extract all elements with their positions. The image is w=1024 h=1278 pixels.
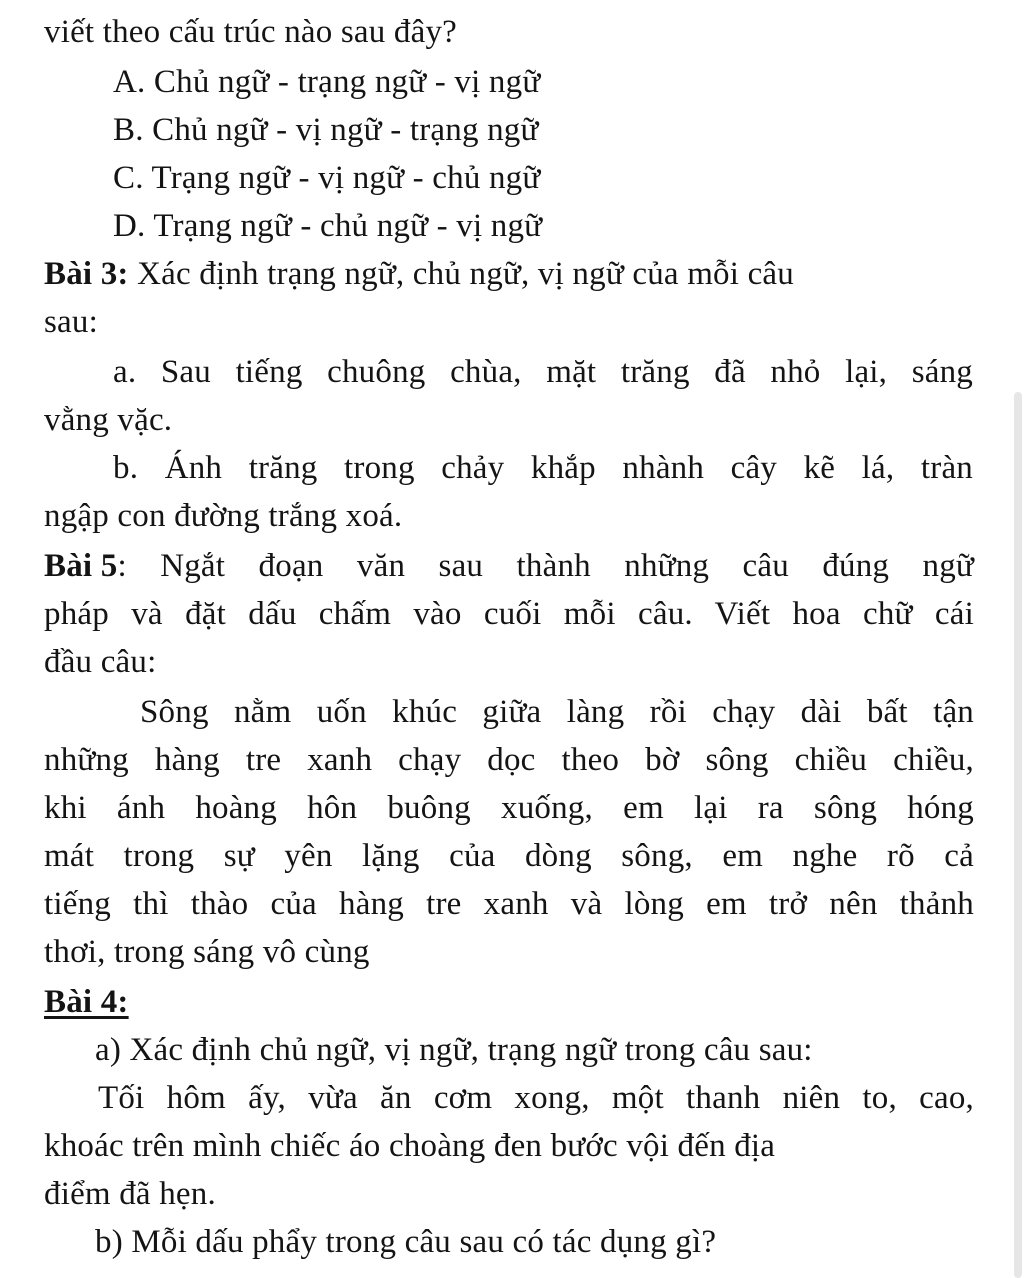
exercise-4-label: Bài 4:: [44, 984, 129, 1020]
exercise-3-heading: [44, 254, 794, 294]
exercise-5-instruction-line-3: đầu câu:: [44, 644, 157, 680]
option-a: A. Chủ ngữ - trạng ngữ - vị ngữ: [113, 64, 541, 100]
exercise-5-heading: [44, 546, 974, 586]
paragraph-line-6: thơi, trong sáng vô cùng: [44, 934, 370, 970]
exercise-3-instruction-cont: sau:: [44, 304, 98, 340]
exercise-5-instruction-line-2: pháp và đặt dấu chấm vào cuối mỗi câu. Viết hoa chữ cái: [44, 596, 974, 632]
option-d: D. Trạng ngữ - chủ ngữ - vị ngữ: [113, 208, 543, 244]
option-c: C. Trạng ngữ - vị ngữ - chủ ngữ: [113, 160, 541, 196]
paragraph-line-5: tiếng thì thào của hàng tre xanh và lòng em trở nên thảnh: [44, 886, 974, 922]
paragraph-line-3: khi ánh hoàng hôn buông xuống, em lại ra sông hóng: [44, 790, 974, 826]
exercise-3-instruction: Xác định trạng ngữ, chủ ngữ, vị ngữ của mỗi câu: [137, 256, 794, 292]
paragraph-line-4: mát trong sự yên lặng của dòng sông, em nghe rõ cả: [44, 838, 974, 874]
exercise-3b-line-2: ngập con đường trắng xoá.: [44, 498, 403, 534]
exercise-4-sentence-line-1: Tối hôm ấy, vừa ăn cơm xong, một thanh niên to, cao,: [98, 1080, 974, 1116]
exercise-4-sentence-line-2: khoác trên mình chiếc áo choàng đen bước vội đến địa: [44, 1128, 776, 1164]
question-tail: viết theo cấu trúc nào sau đây?: [44, 14, 458, 50]
exercise-3a-line-1: a. Sau tiếng chuông chùa, mặt trăng đã nhỏ lại, sáng: [113, 354, 973, 390]
exercise-4b-instruction: b) Mỗi dấu phẩy trong câu sau có tác dụng gì?: [95, 1224, 717, 1260]
exercise-4-sentence-line-3: điểm đã hẹn.: [44, 1176, 216, 1212]
exercise-4a-instruction: a) Xác định chủ ngữ, vị ngữ, trạng ngữ trong câu sau:: [95, 1032, 813, 1068]
scrollbar[interactable]: [1014, 392, 1022, 1278]
exercise-5-instruction: : Ngắt đoạn văn sau thành những câu đúng ngữ: [117, 548, 974, 584]
exercise-5-label: Bài 5: [44, 548, 118, 584]
paragraph-line-1: Sông nằm uốn khúc giữa làng rồi chạy dài bất tận: [140, 694, 974, 730]
exercise-3b-line-1: b. Ánh trăng trong chảy khắp nhành cây kẽ lá, tràn: [113, 450, 973, 486]
exercise-3-label: Bài 3:: [44, 256, 129, 292]
paragraph-line-2: những hàng tre xanh chạy dọc theo bờ sông chiều chiều,: [44, 742, 974, 778]
option-b: B. Chủ ngữ - vị ngữ - trạng ngữ: [113, 112, 539, 148]
exercise-3a-line-2: vằng vặc.: [44, 402, 173, 438]
